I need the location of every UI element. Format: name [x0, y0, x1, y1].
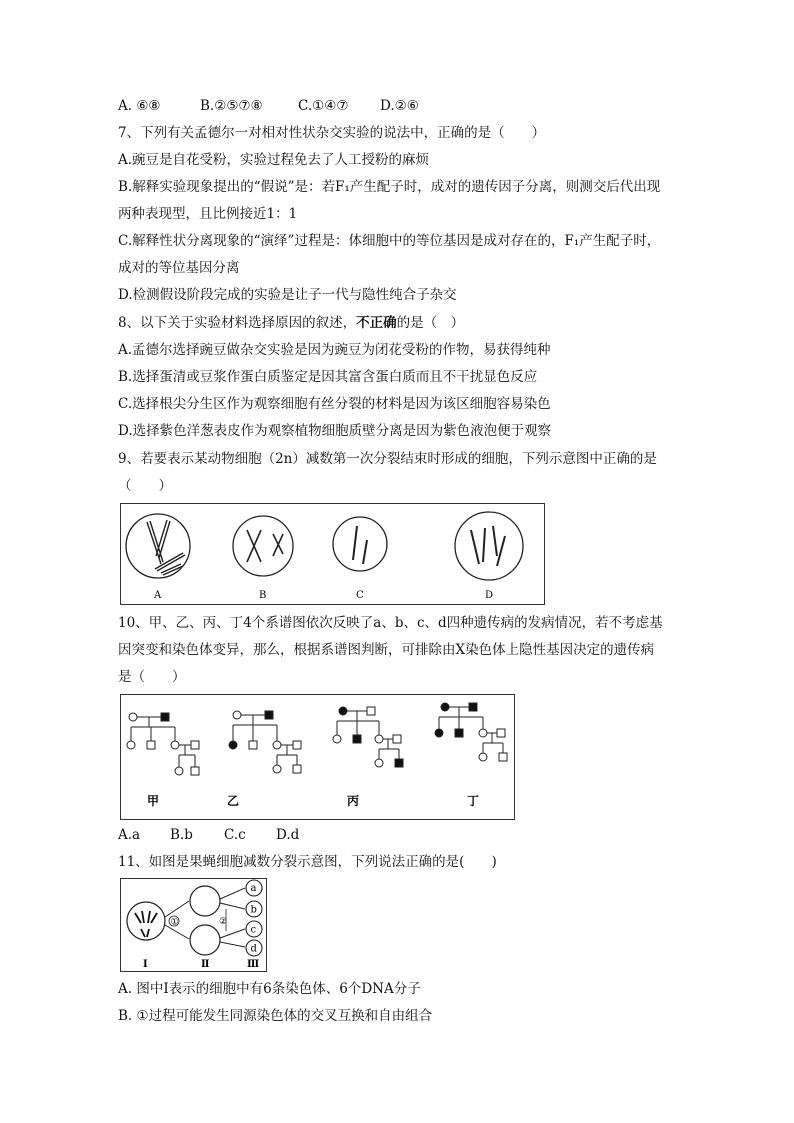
q7-option-a: A.豌豆是自花受粉，实验过程免去了人工授粉的麻烦 — [118, 152, 430, 168]
q10-stem-line1: 10、甲、乙、丙、丁4个系谱图依次反映了a、b、c、d四种遗传病的发病情况，若不考虑基 — [118, 615, 663, 631]
q8-option-a: A.孟德尔选择豌豆做杂交实验是因为豌豆为闭花受粉的作物，易获得纯种 — [118, 342, 551, 358]
cell-iii-b-label: b — [250, 904, 257, 916]
q10-stem-line3: 是（ ） — [118, 669, 186, 685]
q11-figure — [120, 878, 267, 972]
q6-option-b: B.②⑤⑦⑧ — [200, 98, 263, 114]
cell-b — [233, 516, 293, 576]
q11-option-a: A. 图中Ⅰ表示的细胞中有6条染色体、6个DNA分子 — [118, 981, 421, 997]
cell-d — [455, 512, 523, 580]
stage-label-i: Ⅰ — [143, 959, 148, 970]
q9-paren: （ ） — [118, 478, 172, 494]
q10-stem-line2: 因突变和染色体变异，那么，根据系谱图判断，可排除由X染色体上隐性基因决定的遗传病 — [118, 642, 655, 658]
q8-option-b: B.选择蛋清或豆浆作蛋白质鉴定是因其富含蛋白质而且不干扰显色反应 — [118, 369, 538, 385]
step-1-label: ① — [170, 917, 179, 928]
stage-label-iii: Ⅲ — [247, 959, 260, 970]
q8-option-c: C.选择根尖分生区作为观察细胞有丝分裂的材料是因为该区细胞容易染色 — [118, 396, 551, 412]
pedigree-bing — [333, 707, 403, 767]
q7-option-b-line1: B.解释实验现象提出的“假说”是：若F₁产生配子时，成对的遗传因子分离，则测交后代出现 — [118, 179, 661, 195]
q7-option-b-line2: 两种表现型，且比例接近1：1 — [118, 206, 298, 222]
q10-option-a: A.a — [118, 827, 141, 843]
q10-option-b: B.b — [170, 827, 193, 843]
cell-a-label: A — [154, 590, 162, 601]
q7-option-c-line1: C.解释性状分离现象的“演绎”过程是：体细胞中的等位基因是成对存在的，F₁产生配子时， — [118, 233, 661, 249]
q8-option-d: D.选择紫色洋葱表皮作为观察植物细胞质壁分离是因为紫色液泡便于观察 — [118, 423, 552, 439]
q10-option-d: D.d — [276, 827, 300, 843]
q11-meiosis-diagram — [121, 879, 266, 971]
q9-stem: 9、若要表示某动物细胞（2n）减数第一次分裂结束时形成的细胞，下列示意图中正确的是 — [118, 451, 657, 467]
cell-i-chromosomes — [135, 911, 157, 937]
cell-ii-top — [190, 886, 220, 916]
pedigree-label-jia: 甲 — [147, 794, 160, 808]
q9-figure — [120, 503, 545, 605]
cell-c-label: C — [356, 590, 364, 601]
cell-c — [333, 517, 387, 571]
cell-i — [127, 902, 165, 940]
step-2-label: ② — [219, 917, 228, 927]
stage-label-ii: Ⅱ — [201, 959, 210, 970]
q10-pedigree-figure — [120, 694, 515, 820]
q6-option-d: D.②⑥ — [380, 98, 419, 114]
q9-cell-diagrams — [121, 504, 544, 604]
pedigree-label-bing: 丙 — [347, 794, 360, 808]
pedigree-label-ding: 丁 — [467, 794, 480, 808]
cell-iii-a-label: a — [250, 883, 257, 894]
cell-ii-bottom — [190, 925, 220, 955]
q6-options — [118, 97, 419, 115]
pedigree-ding — [435, 703, 507, 761]
q6-option-a: A. ⑥⑧ — [118, 98, 161, 114]
cell-iii-c-label: c — [250, 924, 257, 936]
pedigree-jia — [127, 713, 199, 775]
cell-iii-d-label: d — [250, 943, 257, 955]
cell-d-label: D — [485, 590, 494, 601]
q7-option-c-line2: 成对的等位基因分离 — [118, 260, 240, 276]
cell-a — [126, 514, 190, 578]
cell-b-label: B — [259, 590, 267, 601]
q8-stem-post: 的是（ ） — [396, 315, 465, 331]
pedigree-label-yi: 乙 — [227, 794, 240, 808]
q11-option-b: B. ①过程可能发生同源染色体的交叉互换和自由组合 — [118, 1008, 433, 1024]
q7-stem: 7、下列有关孟德尔一对相对性状杂交实验的说法中，正确的是（ ） — [118, 125, 546, 141]
q8-stem — [118, 314, 464, 332]
q6-option-c: C.①④⑦ — [298, 98, 349, 114]
q8-stem-pre: 8、以下关于实验材料选择原因的叙述， — [118, 315, 357, 331]
q7-option-d: D.检测假设阶段完成的实验是让子一代与隐性纯合子杂交 — [118, 287, 457, 303]
pedigree-yi — [229, 711, 301, 773]
q10-option-c: C.c — [224, 827, 246, 843]
q11-stem: 11、如图是果蝇细胞减数分裂示意图，下列说法正确的是( ) — [118, 854, 497, 870]
q10-options — [118, 826, 299, 844]
q10-pedigrees — [121, 695, 514, 819]
q8-stem-bold: 不正确 — [356, 315, 397, 331]
